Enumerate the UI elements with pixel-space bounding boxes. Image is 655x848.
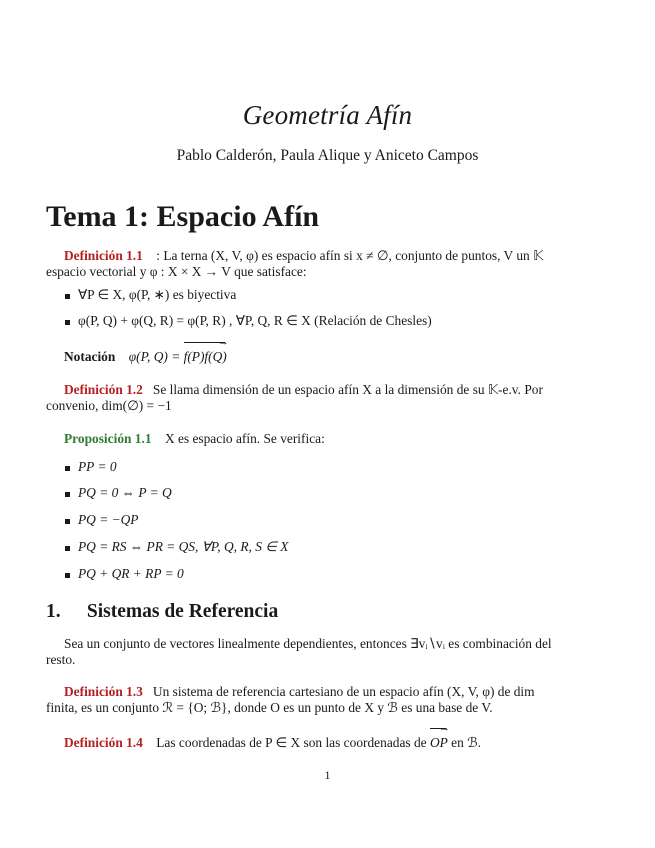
def-1-4-vector: → OP	[430, 735, 448, 751]
document-title: Geometría Afín	[242, 100, 413, 130]
bullet-marker	[65, 492, 70, 497]
notation-line	[64, 349, 227, 365]
def-1-2-line1	[64, 382, 543, 398]
def-1-4-label: Definición 1.4	[64, 735, 143, 750]
bullet-marker	[65, 519, 70, 524]
prop-1-1-item-4: PQ = RS ⇔ PR = QS, ∀P, Q, R, S ∈ X	[78, 539, 289, 554]
def-1-2-line2: convenio, dim(∅) = −1	[46, 398, 172, 413]
def-1-1-line2: espacio vectorial y φ : X × X → V que satisface:	[46, 264, 307, 279]
def-1-3-label: Definición 1.3	[64, 684, 143, 699]
def-1-3-text1: Un sistema de referencia cartesiano de un espacio afín (X, V, φ) de dim	[152, 684, 535, 699]
def-1-3-line2: finita, es un conjunto ℛ = {O; ℬ}, donde O es un punto de X y ℬ es una base de V.	[46, 700, 493, 715]
def-1-4-text-after: en ℬ.	[451, 735, 482, 750]
bullet-marker	[65, 546, 70, 551]
notation-label: Notación	[64, 349, 116, 364]
def-1-1-line1	[64, 248, 543, 264]
def-1-1-text1: : La terna (X, V, φ) es espacio afín si x ≠ ∅, conjunto de puntos, V un 𝕂	[156, 248, 544, 263]
def-1-2-label: Definición 1.2	[64, 382, 143, 397]
section-intro-line2: resto.	[46, 652, 76, 667]
bullet-marker	[65, 466, 70, 471]
section-number: 1.	[46, 601, 61, 622]
bullet-marker	[65, 320, 70, 325]
prop-1-1-item-1: PP = 0	[78, 459, 117, 474]
prop-1-1-item-5: PQ + QR + RP = 0	[78, 566, 184, 581]
def-1-1-item-1: ∀P ∈ X, φ(P, ∗) es biyectiva	[78, 287, 237, 302]
chapter-heading: Tema 1: Espacio Afín	[46, 200, 320, 233]
section-heading	[46, 601, 278, 623]
def-1-3-line1	[64, 684, 535, 700]
bullet-marker	[65, 294, 70, 299]
prop-1-1-item-2: PQ = 0 ⇔ P = Q	[78, 485, 172, 500]
notation-lhs: φ(P, Q) =	[128, 349, 181, 364]
prop-1-1-item-3: PQ = −QP	[78, 512, 139, 527]
bullet-marker	[65, 573, 70, 578]
prop-1-1-line	[64, 431, 325, 447]
document-authors: Pablo Calderón, Paula Alique y Aniceto Campos	[176, 147, 479, 164]
prop-1-1-label: Proposición 1.1	[64, 431, 152, 446]
page-number: 1	[324, 768, 331, 782]
def-1-1-label: Definición 1.1	[64, 248, 143, 263]
section-intro-line1: Sea un conjunto de vectores linealmente dependientes, entonces ∃vᵢ∖vᵢ es combinación del	[64, 636, 552, 651]
def-1-4-text-before: Las coordenadas de P ∈ X son las coordenadas de	[156, 735, 427, 750]
def-1-1-item-2: φ(P, Q) + φ(Q, R) = φ(P, R) , ∀P, Q, R ∈ X (Relación de Chesles)	[78, 313, 432, 328]
prop-1-1-text: X es espacio afín. Se verifica:	[164, 431, 325, 446]
def-1-2-text1: Se llama dimensión de un espacio afín X a la dimensión de su 𝕂-e.v. Por	[152, 382, 543, 397]
notation-rhs-vector: → f(P)f(Q)	[184, 349, 227, 365]
section-title: Sistemas de Referencia	[86, 601, 279, 622]
def-1-4-line	[64, 735, 481, 751]
